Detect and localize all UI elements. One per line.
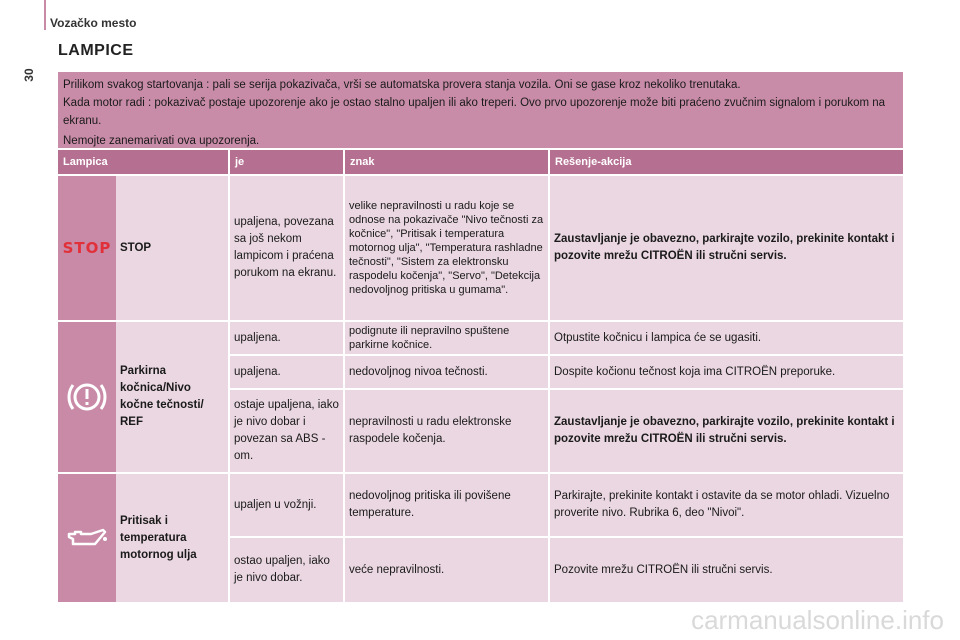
intro-line-3: Nemojte zanemarivati ova upozorenja. xyxy=(63,135,260,147)
brake-warning-icon xyxy=(65,377,109,417)
col-header-resenje: Rešenje-akcija xyxy=(550,150,903,174)
col-header-je: je xyxy=(230,150,343,174)
intro-box xyxy=(58,72,903,148)
oil-row1-state: upaljen u vožnji. xyxy=(230,474,343,536)
col-header-lampica: Lampica xyxy=(58,150,228,174)
brake-row2-action: Dospite kočionu tečnost koja ima CITROËN preporuke. xyxy=(550,356,903,388)
brake-row3-action: Zaustavljanje je obavezno, parkirajte vozilo, prekinite kontakt i pozovite mrežu CITROËN ili stručni servis. xyxy=(550,390,903,472)
watermark: carmanualsonline.info xyxy=(691,605,944,635)
brake-row2-sign: nedovoljnog nivoa tečnosti. xyxy=(345,356,548,388)
intro-line-1: Prilikom svakog startovanja : pali se serija pokazivača, vrši se automatska provera stanja vozila. Oni se gase kroz nekoliko trenutaka. xyxy=(63,79,741,91)
brake-row1-state: upaljena. xyxy=(230,322,343,354)
brake-row3-sign: nepravilnosti u radu elektronske raspodele kočenja. xyxy=(345,390,548,472)
oil-row1-sign: nedovoljnog pritiska ili povišene temperature. xyxy=(345,474,548,536)
oil-icon-cell xyxy=(58,474,116,602)
oil-can-icon xyxy=(65,526,109,550)
brake-row1-action: Otpustite kočnicu i lampica će se ugasiti. xyxy=(550,322,903,354)
brake-row3-state: ostaje upaljena, iako je nivo dobar i povezan sa ABS -om. xyxy=(230,390,343,472)
brake-row1-sign: podignute ili nepravilno spuštene parkirne kočnice. xyxy=(345,322,548,354)
page-title: LAMPICE xyxy=(58,42,134,59)
stop-sign: velike nepravilnosti u radu koje se odnose na pokazivače "Nivo tečnosti za kočnice", "Pritisak i temperatura motornog ulja", "Temperatura rashladne tečnosti", "Sistem za elektronsku raspodelu kočenja", "Servo", "Detekcija nedovoljnog pritiska u gumama". xyxy=(345,176,548,320)
oil-name: Pritisak i temperatura motornog ulja xyxy=(116,474,228,602)
brake-row2-state: upaljena. xyxy=(230,356,343,388)
col-header-znak: znak xyxy=(345,150,548,174)
side-accent-bar xyxy=(44,0,46,30)
stop-action: Zaustavljanje je obavezno, parkirajte vozilo, prekinite kontakt i pozovite mrežu CITROËN ili stručni servis. xyxy=(550,176,903,320)
section-name: Vozačko mesto xyxy=(50,16,137,30)
stop-warning-icon: STOP xyxy=(62,238,112,257)
oil-row2-action: Pozovite mrežu CITROËN ili stručni servis. xyxy=(550,538,903,602)
page-number: 30 xyxy=(22,68,36,82)
oil-row1-action: Parkirajte, prekinite kontakt i ostavite da se motor ohladi. Vizuelno proverite nivo. Rubrika 6, deo "Nivoi". xyxy=(550,474,903,536)
intro-line-2: Kada motor radi : pokazivač postaje upozorenje ako je ostao stalno upaljen ili ako treperi. Ovo prvo upozorenje može biti praćeno zvučnim signalom i porukom na ekranu. xyxy=(63,97,886,127)
oil-row2-sign: veće nepravilnosti. xyxy=(345,538,548,602)
brake-name: Parkirna kočnica/Nivo kočne tečnosti/ REF xyxy=(116,322,228,472)
brake-icon-cell xyxy=(58,322,116,472)
oil-row2-state: ostao upaljen, iako je nivo dobar. xyxy=(230,538,343,602)
stop-icon-cell xyxy=(58,176,116,320)
stop-name: STOP xyxy=(116,176,228,320)
stop-state: upaljena, povezana sa još nekom lampicom i praćena porukom na ekranu. xyxy=(230,176,343,320)
